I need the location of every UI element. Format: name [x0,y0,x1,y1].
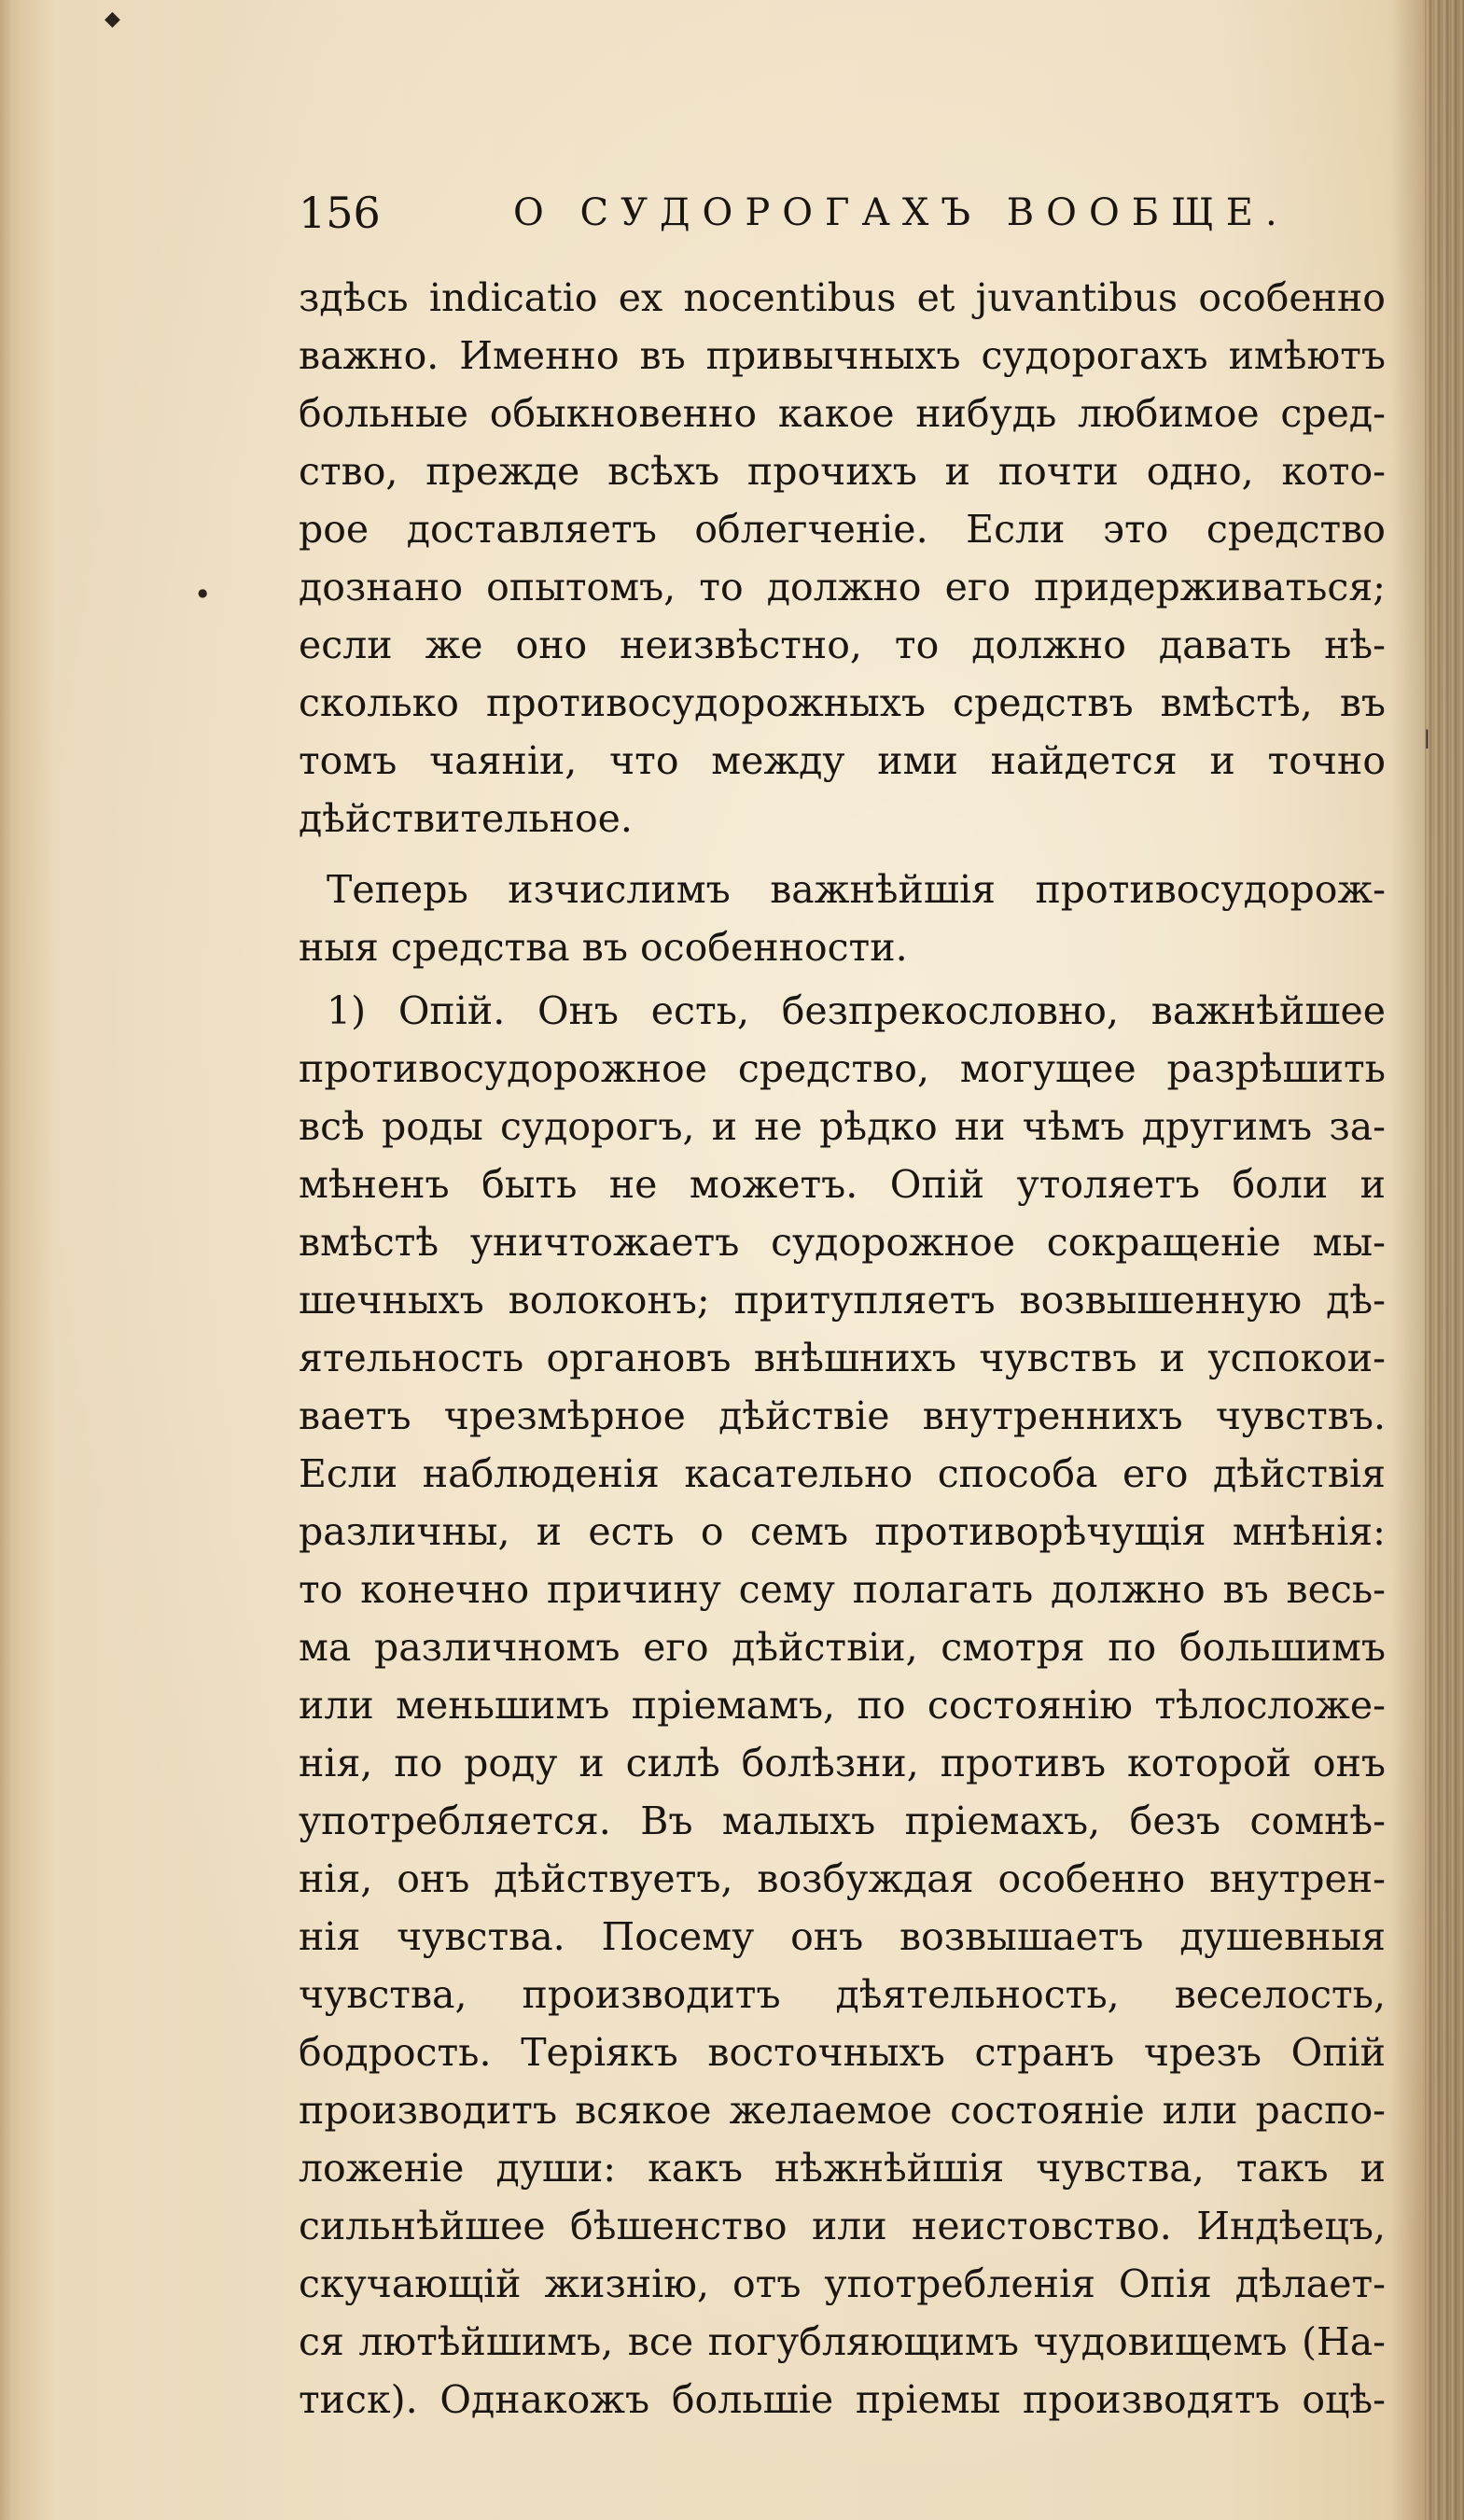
text-line: ныя средства въ особенности. [299,925,908,970]
text-line: сильнѣйшее бѣшенство или неистовство. Индѣецъ, [299,2204,1386,2248]
page-number: 156 [299,188,381,238]
text-line: тиск). Однакожъ большіе пріемы производятъ оцѣ- [299,2377,1386,2422]
text-line: производитъ всякое желаемое состояніе или распо- [299,2088,1386,2133]
text-line: 1) Опій. Онъ есть, безпрекословно, важнѣйшее [327,988,1386,1033]
text-line: шечныхъ волоконъ; притупляетъ возвышенную дѣ- [299,1278,1386,1323]
running-title: О СУДОРОГАХЪ ВООБЩЕ. [513,191,1290,234]
body-text [299,269,1386,2429]
text-line: здѣсь indicatio ex nocentibus et juvantibus особенно [299,275,1386,320]
text-line: рое доставляетъ облегченіе. Если это средство [299,507,1386,552]
text-line: томъ чаяніи, что между ими найдется и точно [299,738,1386,783]
text-line: сколько противосудорожныхъ средствъ вмѣстѣ, въ [299,680,1386,725]
ink-speck: ● [198,586,208,599]
text-line: или меньшимъ пріемамъ, по состоянію тѣлосложе- [299,1683,1386,1728]
text-line: чувства, производитъ дѣятельность, веселость, [299,1972,1386,2017]
text-line: дѣйствительное. [299,796,633,841]
text-line: ство, прежде всѣхъ прочихъ и почти одно, кото- [299,449,1386,494]
text-line: важно. Именно въ привычныхъ судорогахъ имѣютъ [299,333,1386,378]
text-line: если же оно неизвѣстно, то должно давать нѣ- [299,623,1386,667]
text-line: Теперь изчислимъ важнѣйшія противосудорож- [327,867,1386,912]
text-line: дознано опытомъ, то должно его придерживаться; [299,565,1386,609]
text-line: нія, по роду и силѣ болѣзни, противъ которой онъ [299,1741,1386,1785]
page-header [299,185,1381,241]
text-line: больные обыкновенно какое нибудь любимое сред- [299,391,1386,436]
text-line: вмѣстѣ уничтожаетъ судорожное сокращеніе мы- [299,1220,1386,1265]
ink-speck: | [1424,726,1430,749]
text-line: нія, онъ дѣйствуетъ, возбуждая особенно внутрен- [299,1856,1386,1901]
text-line: ся лютѣйшимъ, все погубляющимъ чудовищемъ (На- [299,2319,1386,2364]
text-line: мѣненъ быть не можетъ. Опій утоляетъ боли и [299,1162,1386,1207]
text-line: ма различномъ его дѣйствіи, смотря по большимъ [299,1625,1386,1670]
text-line: нія чувства. Посему онъ возвышаетъ душевныя [299,1914,1386,1959]
text-line: ваетъ чрезмѣрное дѣйствіе внутреннихъ чувствъ. [299,1393,1386,1438]
text-line: бодрость. Теріякъ восточныхъ странъ чрезъ Опій [299,2030,1386,2075]
text-line: скучающій жизнію, отъ употребленія Опія дѣлает- [299,2261,1386,2306]
ink-speck: ◆ [105,7,120,31]
text-line: Если наблюденія касательно способа его дѣйствія [299,1451,1386,1496]
text-line: всѣ роды судорогъ, и не рѣдко ни чѣмъ другимъ за- [299,1104,1386,1149]
text-line: различны, и есть о семъ противорѣчущія мнѣнія: [299,1509,1386,1554]
text-line: ятельность органовъ внѣшнихъ чувствъ и успокои- [299,1336,1386,1380]
page-edge-right [1425,0,1464,2520]
text-line: противосудорожное средство, могущее разрѣшить [299,1046,1386,1091]
text-line: употребляется. Въ малыхъ пріемахъ, безъ сомнѣ- [299,1799,1386,1843]
text-line: ложеніе души: какъ нѣжнѣйшія чувства, такъ и [299,2146,1386,2191]
page-edge-left [0,0,13,2520]
text-line: то конечно причину сему полагать должно въ весь- [299,1567,1386,1612]
